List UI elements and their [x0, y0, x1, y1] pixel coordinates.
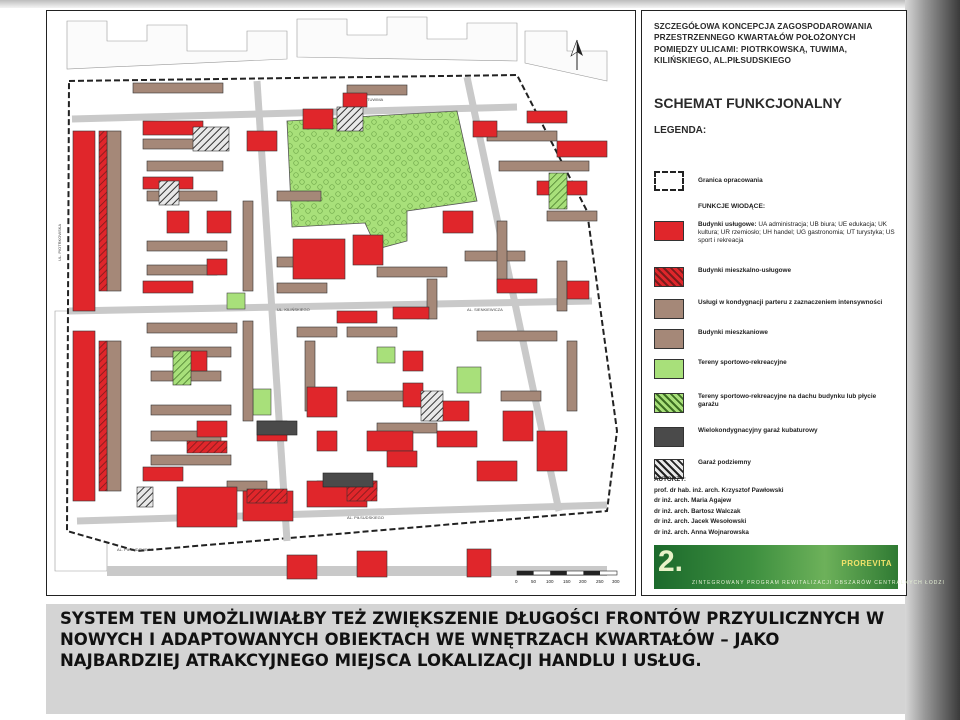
scale-tick-label: 150 — [563, 579, 571, 584]
legend-item-label: Wielokondygnacyjny garaż kubaturowy — [698, 427, 818, 434]
legend-swatch — [654, 329, 684, 349]
legend-swatch — [654, 221, 684, 241]
author-line: AUTORZY: — [654, 476, 686, 483]
street-label: AL. PIŁSUDSKIEGO — [347, 515, 384, 520]
north-arrow-icon — [567, 38, 587, 77]
legend-swatch — [654, 359, 684, 379]
legend-item-label: Budynki mieszkalno-usługowe — [698, 267, 792, 274]
schema-title: SCHEMAT FUNKCJONALNY — [654, 95, 842, 111]
author-line: prof. dr hab. inż. arch. Krzysztof Pawłowski — [654, 486, 784, 494]
author-line: dr inż. arch. Bartosz Walczak — [654, 507, 741, 515]
caption-box — [46, 604, 905, 714]
scale-bar — [515, 569, 625, 591]
banner-brand: PROREVITA — [841, 559, 892, 568]
functions-header: FUNKCJE WIODĄCE: — [698, 203, 766, 210]
scale-tick-label: 200 — [579, 579, 587, 584]
functional-scheme-map — [47, 11, 635, 595]
street-label: UL. KILIŃSKIEGO — [277, 307, 310, 312]
legend-item-label: Tereny sportowo-rekreacyjne na dachu budynku lub płycie garażu — [698, 393, 877, 408]
legend-panel — [641, 10, 945, 596]
plan-title: SZCZEGÓŁOWA KONCEPCJA ZAGOSPODAROWANIA PRZESTRZENNEGO KWARTAŁÓW POŁOŻONYCH POMIĘDZY ULICAMI: PIOTRKOWSKĄ, TUWIMA, KILIŃSKIEGO, AL.PIŁSUDSKIEGO — [654, 21, 873, 66]
legend-swatch — [654, 393, 684, 413]
legend-item-label: Budynki mieszkaniowe — [698, 329, 768, 336]
prorevita-banner — [654, 545, 945, 589]
top-shade — [0, 0, 960, 8]
right-edge-shade — [905, 0, 960, 720]
legend-heading: LEGENDA: — [654, 125, 707, 136]
legend-item-label: Tereny sportowo-rekreacyjne — [698, 359, 787, 366]
legend-swatch — [654, 427, 684, 447]
scale-tick-label: 50 — [531, 579, 537, 584]
legend-swatch — [654, 299, 684, 319]
legend-item-label: Granica opracowania — [698, 177, 763, 184]
authors — [654, 475, 894, 539]
banner-footer: ZINTEGROWANY PROGRAM REWITALIZACJI OBSZARÓW CENTRALNYCH ŁODZI — [692, 580, 945, 586]
banner-number: 2. — [658, 545, 684, 578]
legend-swatch — [654, 267, 684, 287]
street-label: AL. PIŁSUDSKIEGO — [117, 547, 154, 552]
street-label: TUWIMA — [367, 97, 384, 102]
author-line: dr inż. arch. Anna Wojnarowska — [654, 528, 749, 536]
street-label: AL. SIENKIEWICZA — [467, 307, 503, 312]
scale-tick-label: 300 — [612, 579, 620, 584]
caption-text: SYSTEM TEN UMOŻLIWIAŁBY TEŻ ZWIĘKSZENIE DŁUGOŚCI FRONTÓW PRZYULICZNYCH W NOWYCH I ADAPTOWANYCH OBIEKTACH WE WNĘTRZACH KWARTAŁÓW – JAKO NAJBARDZIEJ ATRAKCYJNEGO MIEJSCA LOKALIZACJI HANDLU I USŁUG. — [60, 609, 885, 670]
map-frame — [46, 10, 636, 596]
legend-item-label: Budynki usługowe: UA administracja; UB biura; UE edukacja; UK kultura; UR rzemiosło; UH handel; UG gastronomia; UT turystyka; US sport i rekreacja — [698, 221, 895, 244]
scale-tick-label: 0 — [515, 579, 518, 584]
legend-item-label: Usługi w kondygnacji parteru z zaznaczeniem intensywności — [698, 299, 883, 306]
legend-item-label: Garaż podziemny — [698, 459, 751, 466]
author-line: dr inż. arch. Jacek Wesołowski — [654, 518, 747, 526]
author-line: dr inż. arch. Maria Agajew — [654, 497, 732, 505]
scale-tick-label: 100 — [546, 579, 554, 584]
boundary-swatch — [654, 171, 684, 191]
scale-tick-label: 250 — [596, 579, 604, 584]
street-label: UL. PIOTRKOWSKA — [57, 223, 62, 261]
